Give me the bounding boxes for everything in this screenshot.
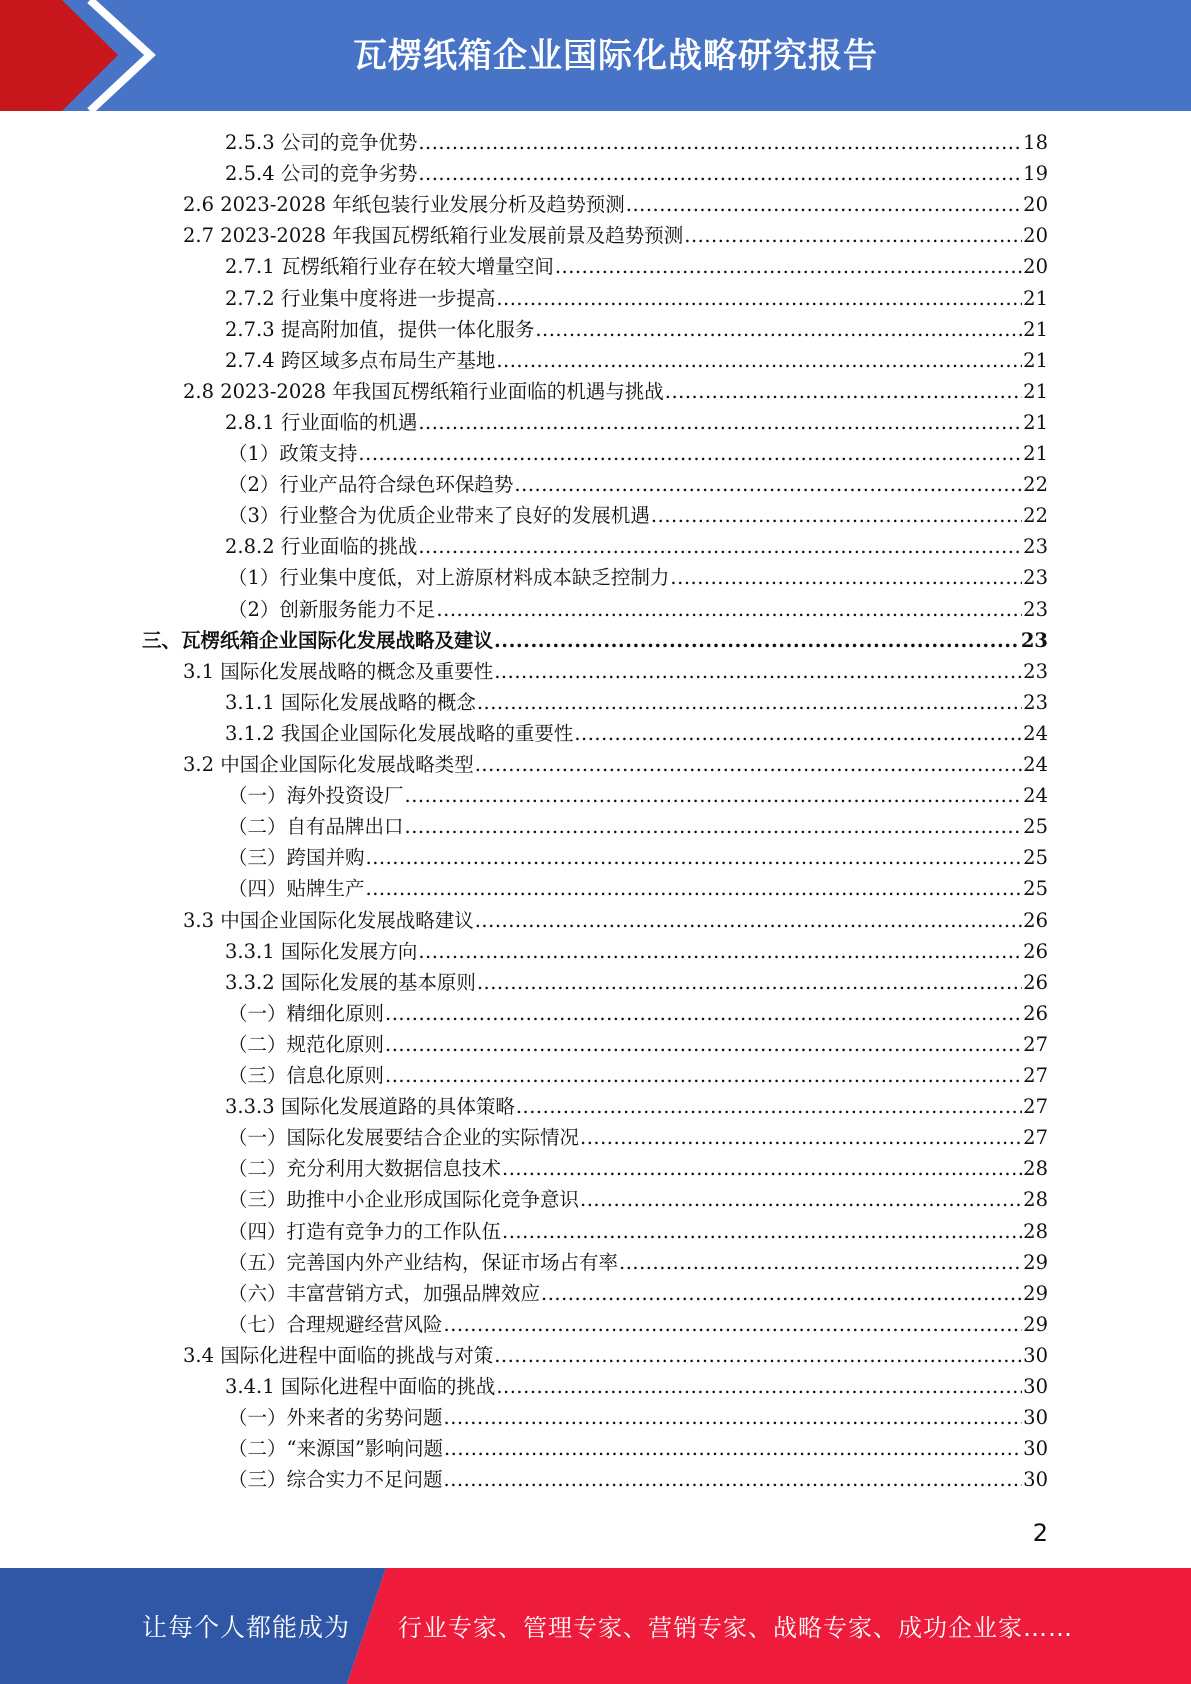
- toc-dot-leader: [619, 1247, 1022, 1278]
- toc-entry-page: 26: [1023, 939, 1048, 963]
- toc-entry-page: 21: [1023, 286, 1048, 310]
- toc-dot-leader: [405, 780, 1023, 811]
- toc-dot-leader: [494, 625, 1020, 656]
- toc-entry[interactable]: [228, 1309, 1048, 1340]
- toc-dot-leader: [665, 376, 1022, 407]
- toc-entry[interactable]: [225, 967, 1048, 998]
- toc-dot-leader: [418, 127, 1022, 158]
- toc-entry[interactable]: [228, 1122, 1048, 1153]
- toc-entry[interactable]: [228, 1184, 1048, 1215]
- toc-entry-title: 3.3 中国企业国际化发展战略建议: [183, 908, 474, 932]
- toc-entry-title: 2.5.4 公司的竞争劣势: [225, 162, 418, 186]
- toc-entry[interactable]: [183, 376, 1048, 407]
- toc-entry-title: 3.4 国际化进程中面临的挑战与对策: [183, 1343, 494, 1367]
- toc-dot-leader: [651, 500, 1022, 531]
- toc-entry[interactable]: [228, 873, 1048, 904]
- toc-entry-title: （二）充分利用大数据信息技术: [228, 1157, 502, 1181]
- toc-entry[interactable]: [183, 656, 1048, 687]
- toc-entry[interactable]: [228, 1029, 1048, 1060]
- toc-entry-page: 25: [1023, 846, 1048, 870]
- toc-entry-page: 27: [1023, 1126, 1048, 1150]
- toc-dot-leader: [574, 718, 1022, 749]
- toc-entry-page: 27: [1023, 1095, 1048, 1119]
- toc-entry[interactable]: [228, 998, 1048, 1029]
- toc-entry-page: 24: [1023, 753, 1048, 776]
- toc-entry-title: （一）海外投资设厂: [228, 784, 404, 808]
- toc-dot-leader: [418, 531, 1022, 562]
- toc-dot-leader: [366, 842, 1023, 873]
- toc-dot-leader: [477, 967, 1022, 998]
- toc-dot-leader: [494, 656, 1022, 687]
- toc-dot-leader: [626, 189, 1022, 220]
- toc-entry-page: 29: [1023, 1281, 1048, 1305]
- toc-dot-leader: [418, 936, 1022, 967]
- toc-entry[interactable]: [228, 1060, 1048, 1091]
- toc-dot-leader: [496, 283, 1022, 314]
- toc-entry[interactable]: [225, 1371, 1048, 1402]
- toc-entry-page: 26: [1023, 1001, 1048, 1025]
- toc-entry-page: 21: [1023, 317, 1048, 341]
- toc-entry-page: 19: [1023, 162, 1048, 186]
- toc-entry-page: 24: [1023, 784, 1048, 808]
- toc-entry-title: （二）规范化原则: [228, 1032, 385, 1056]
- toc-entry-page: 26: [1023, 970, 1048, 994]
- toc-entry-page: 28: [1023, 1157, 1048, 1181]
- toc-dot-leader: [444, 1433, 1022, 1464]
- toc-entry-title: （二）自有品牌出口: [228, 815, 404, 839]
- toc-entry[interactable]: [225, 158, 1048, 189]
- toc-dot-leader: [358, 438, 1022, 469]
- toc-entry[interactable]: [228, 594, 1048, 625]
- toc-entry[interactable]: [225, 407, 1048, 438]
- toc-entry-title: 3.3.3 国际化发展道路的具体策略: [225, 1095, 515, 1119]
- toc-entry-page: 23: [1020, 628, 1048, 652]
- page-header: [0, 0, 1191, 111]
- toc-entry-page: 29: [1023, 1250, 1048, 1274]
- toc-entry-title: 2.5.3 公司的竞争优势: [225, 131, 418, 154]
- toc-entry[interactable]: [225, 345, 1048, 376]
- toc-entry[interactable]: [228, 438, 1048, 469]
- toc-entry-title: 2.7 2023-2028 年我国瓦楞纸箱行业发展前景及趋势预测: [183, 224, 684, 248]
- toc-entry[interactable]: [228, 1153, 1048, 1184]
- toc-entry-page: 22: [1023, 473, 1048, 497]
- toc-dot-leader: [405, 811, 1023, 842]
- toc-entry[interactable]: [228, 500, 1048, 531]
- toc-entry[interactable]: [225, 687, 1048, 718]
- toc-entry-page: 21: [1023, 442, 1048, 465]
- toc-dot-leader: [385, 998, 1022, 1029]
- toc-entry-title: （2）创新服务能力不足: [228, 597, 436, 621]
- toc-dot-leader: [541, 1278, 1022, 1309]
- toc-entry[interactable]: [228, 562, 1048, 593]
- toc-dot-leader: [436, 594, 1022, 625]
- toc-entry-title: 3.4.1 国际化进程中面临的挑战: [225, 1375, 496, 1398]
- toc-entry-title: 2.7.2 行业集中度将进一步提高: [225, 286, 496, 310]
- toc-entry-page: 30: [1023, 1406, 1048, 1430]
- toc-dot-leader: [555, 251, 1022, 282]
- toc-entry-title: （三）综合实力不足问题: [228, 1468, 443, 1492]
- toc-entry[interactable]: [142, 625, 1048, 656]
- toc-dot-leader: [502, 1216, 1022, 1247]
- toc-dot-leader: [475, 905, 1022, 936]
- toc-entry-page: 27: [1023, 1064, 1048, 1087]
- toc-dot-leader: [516, 1091, 1022, 1122]
- footer-slogan-right: 行业专家、管理专家、营销专家、战略专家、成功企业家……: [398, 1614, 1073, 1642]
- toc-dot-leader: [496, 1371, 1022, 1402]
- toc-entry[interactable]: [228, 1433, 1048, 1464]
- toc-entry-page: 18: [1023, 131, 1048, 154]
- toc-entry-page: 20: [1023, 255, 1048, 279]
- toc-entry[interactable]: [225, 718, 1048, 749]
- toc-dot-leader: [502, 1153, 1022, 1184]
- toc-entry-title: 2.7.1 瓦楞纸箱行业存在较大增量空间: [225, 255, 554, 279]
- toc-entry-page: 25: [1023, 877, 1048, 901]
- toc-entry-title: （一）外来者的劣势问题: [228, 1406, 443, 1430]
- toc-entry[interactable]: [228, 1402, 1048, 1433]
- toc-dot-leader: [385, 1060, 1022, 1091]
- toc-entry[interactable]: [228, 1216, 1048, 1247]
- toc-entry-page: 23: [1023, 659, 1048, 683]
- toc-entry-page: 30: [1023, 1468, 1048, 1492]
- toc-entry[interactable]: [228, 780, 1048, 811]
- toc-entry-title: 3.3.1 国际化发展方向: [225, 939, 418, 963]
- toc-entry-title: （四）贴牌生产: [228, 877, 365, 901]
- toc-entry-title: （1）政策支持: [228, 442, 358, 465]
- toc-entry-title: （三）信息化原则: [228, 1064, 385, 1087]
- toc-entry[interactable]: [228, 1247, 1048, 1278]
- toc-entry-title: 2.6 2023-2028 年纸包装行业发展分析及趋势预测: [183, 193, 625, 217]
- toc-entry-page: 20: [1023, 224, 1048, 248]
- toc-entry-page: 28: [1023, 1188, 1048, 1212]
- toc-dot-leader: [444, 1402, 1023, 1433]
- toc-entry-page: 28: [1023, 1219, 1048, 1243]
- toc-entry-title: （3）行业整合为优质企业带来了良好的发展机遇: [228, 504, 650, 528]
- toc-entry-page: 25: [1023, 815, 1048, 839]
- toc-entry-title: （五）完善国内外产业结构，保证市场占有率: [228, 1250, 619, 1274]
- toc-dot-leader: [444, 1309, 1023, 1340]
- toc-entry[interactable]: [183, 905, 1048, 936]
- toc-entry-page: 23: [1023, 597, 1048, 621]
- toc-entry-title: （二）“来源国”影响问题: [228, 1437, 443, 1461]
- toc-entry-title: 2.7.4 跨区域多点布局生产基地: [225, 348, 496, 372]
- toc-entry[interactable]: [228, 842, 1048, 873]
- toc-dot-leader: [475, 749, 1022, 780]
- toc-entry-page: 30: [1023, 1343, 1048, 1367]
- toc-entry[interactable]: [183, 220, 1048, 251]
- toc-entry-page: 30: [1023, 1375, 1048, 1398]
- toc-entry[interactable]: [225, 531, 1048, 562]
- toc-entry-title: （三）助推中小企业形成国际化竞争意识: [228, 1188, 580, 1212]
- toc-entry[interactable]: [183, 1340, 1048, 1371]
- toc-entry[interactable]: [225, 283, 1048, 314]
- toc-entry-title: 2.8.1 行业面临的机遇: [225, 410, 418, 434]
- toc-entry-page: 22: [1023, 504, 1048, 528]
- page-footer: [0, 1568, 1191, 1684]
- toc-entry-title: 3.2 中国企业国际化发展战略类型: [183, 753, 474, 776]
- toc-dot-leader: [418, 158, 1022, 189]
- toc-dot-leader: [496, 345, 1022, 376]
- toc-entry[interactable]: [183, 189, 1048, 220]
- toc-entry-page: 29: [1023, 1312, 1048, 1336]
- toc-entry-page: 27: [1023, 1032, 1048, 1056]
- toc-entry[interactable]: [228, 1464, 1048, 1495]
- toc-entry[interactable]: [225, 1091, 1048, 1122]
- toc-entry-page: 21: [1023, 348, 1048, 372]
- toc-dot-leader: [385, 1029, 1022, 1060]
- toc-entry-title: （一）精细化原则: [228, 1001, 385, 1025]
- toc-entry[interactable]: [228, 469, 1048, 500]
- toc-entry-title: （三）跨国并购: [228, 846, 365, 870]
- toc-entry-title: （七）合理规避经营风险: [228, 1312, 443, 1336]
- toc-dot-leader: [514, 469, 1022, 500]
- toc-dot-leader: [535, 314, 1022, 345]
- toc-dot-leader: [366, 873, 1023, 904]
- toc-entry-page: 30: [1023, 1437, 1048, 1461]
- toc-entry[interactable]: [225, 314, 1048, 345]
- toc-entry-page: 23: [1023, 535, 1048, 559]
- toc-dot-leader: [494, 1340, 1022, 1371]
- toc-entry-title: 3.1.1 国际化发展战略的概念: [225, 690, 476, 714]
- toc-dot-leader: [580, 1184, 1022, 1215]
- toc-entry-title: （1）行业集中度低，对上游原材料成本缺乏控制力: [228, 566, 670, 590]
- toc-entry-page: 21: [1023, 379, 1048, 403]
- toc-entry[interactable]: [228, 1278, 1048, 1309]
- footer-slogan-left: 让每个人都能成为: [142, 1613, 351, 1642]
- page-number: 2: [1032, 1519, 1048, 1547]
- toc-entry-page: 23: [1023, 566, 1048, 590]
- toc-entry-title: （四）打造有竞争力的工作队伍: [228, 1219, 502, 1243]
- toc-entry-title: 3.3.2 国际化发展的基本原则: [225, 970, 476, 994]
- toc-entry-title: 三、瓦楞纸箱企业国际化发展战略及建议: [142, 628, 494, 652]
- toc-dot-leader: [418, 407, 1022, 438]
- toc-entry[interactable]: [228, 811, 1048, 842]
- toc-entry-page: 20: [1023, 193, 1048, 217]
- toc-entry-title: 2.7.3 提高附加值，提供一体化服务: [225, 317, 535, 341]
- toc-entry-page: 24: [1023, 721, 1048, 745]
- toc-dot-leader: [444, 1464, 1023, 1495]
- toc-dot-leader: [684, 220, 1022, 251]
- toc-entry-page: 21: [1023, 410, 1048, 434]
- toc-entry[interactable]: [225, 251, 1048, 282]
- toc-entry-title: 2.8 2023-2028 年我国瓦楞纸箱行业面临的机遇与挑战: [183, 379, 664, 403]
- toc-entry[interactable]: [225, 936, 1048, 967]
- toc-entry[interactable]: [225, 127, 1048, 158]
- toc-entry-page: 26: [1023, 908, 1048, 932]
- toc-entry-title: 3.1.2 我国企业国际化发展战略的重要性: [225, 721, 574, 745]
- toc-entry-title: 3.1 国际化发展战略的概念及重要性: [183, 659, 494, 683]
- toc-entry[interactable]: [183, 749, 1048, 780]
- toc-entry-title: 2.8.2 行业面临的挑战: [225, 535, 418, 559]
- toc-dot-leader: [670, 562, 1022, 593]
- toc-entry-page: 23: [1023, 690, 1048, 714]
- toc-entry-title: （2）行业产品符合绿色环保趋势: [228, 473, 514, 497]
- toc-entry-title: （一）国际化发展要结合企业的实际情况: [228, 1126, 580, 1150]
- toc-entry-title: （六）丰富营销方式，加强品牌效应: [228, 1281, 541, 1305]
- report-title: 瓦楞纸箱企业国际化战略研究报告: [353, 36, 878, 76]
- toc-dot-leader: [580, 1122, 1022, 1153]
- toc-dot-leader: [477, 687, 1022, 718]
